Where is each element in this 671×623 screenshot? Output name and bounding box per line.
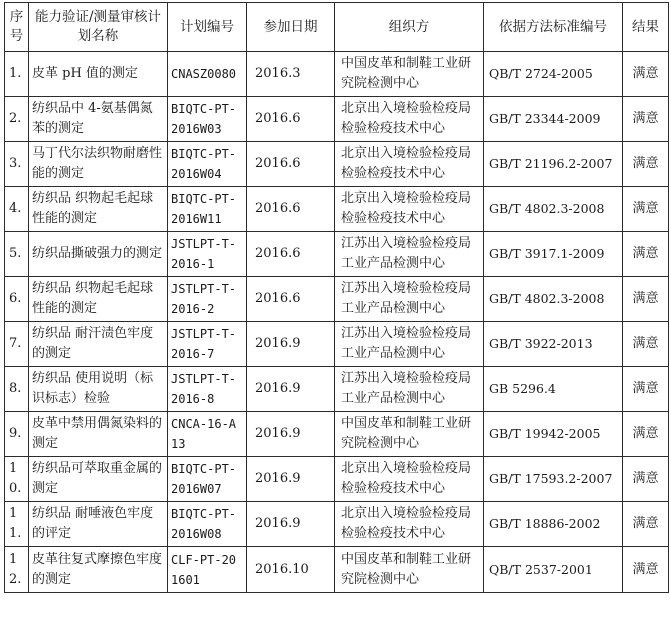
cell-result: 满意 [623,502,669,547]
cell-date: 2016.6 [247,142,335,187]
cell-date: 2016.6 [247,277,335,322]
cell-name: 纺织品 织物起毛起球性能的测定 [29,187,168,232]
table-row [5,277,669,322]
cell-result: 满意 [623,187,669,232]
table-row [5,52,669,97]
table-row [5,142,669,187]
table-row [5,232,669,277]
cell-name: 纺织品 耐唾液色牢度的评定 [29,502,168,547]
cell-date: 2016.9 [247,457,335,502]
cell-organizer: 北京出入境检验检疫局检验检疫技术中心 [335,502,484,547]
cell-result: 满意 [623,142,669,187]
cell-standard: GB/T 3922-2013 [484,322,623,367]
table-row [5,502,669,547]
cell-plan-number: BIQTC-PT-2016W08 [168,502,247,547]
header-seq: 序号 [5,3,29,52]
cell-seq: 9. [5,412,29,457]
cell-organizer: 中国皮革和制鞋工业研究院检测中心 [335,52,484,97]
cell-seq: 2. [5,97,29,142]
cell-plan-number: BIQTC-PT-2016W11 [168,187,247,232]
table-header-row [5,3,669,52]
cell-organizer: 中国皮革和制鞋工业研究院检测中心 [335,412,484,457]
cell-plan-number: CNCA-16-A13 [168,412,247,457]
proficiency-testing-table [4,2,669,593]
cell-result: 满意 [623,232,669,277]
cell-standard: GB 5296.4 [484,367,623,412]
cell-standard: QB/T 2724-2005 [484,52,623,97]
cell-plan-number: JSTLPT-T-2016-2 [168,277,247,322]
cell-seq: 10. [5,457,29,502]
header-name: 能力验证/测量审核计划名称 [29,3,168,52]
cell-standard: GB/T 21196.2-2007 [484,142,623,187]
cell-seq: 4. [5,187,29,232]
cell-name: 纺织品撕破强力的测定 [29,232,168,277]
cell-seq: 5. [5,232,29,277]
cell-result: 满意 [623,52,669,97]
cell-date: 2016.6 [247,232,335,277]
cell-date: 2016.9 [247,502,335,547]
cell-organizer: 江苏出入境检验检疫局工业产品检测中心 [335,322,484,367]
cell-organizer: 江苏出入境检验检疫局工业产品检测中心 [335,232,484,277]
cell-name: 纺织品 耐汗渍色牢度的测定 [29,322,168,367]
cell-name: 纺织品可萃取重金属的测定 [29,457,168,502]
cell-standard: GB/T 17593.2-2007 [484,457,623,502]
table-row [5,367,669,412]
table-row [5,412,669,457]
cell-name: 皮革中禁用偶氮染料的测定 [29,412,168,457]
cell-name: 皮革 pH 值的测定 [29,52,168,97]
cell-standard: GB/T 4802.3-2008 [484,277,623,322]
header-plan: 计划编号 [168,3,247,52]
cell-seq: 7. [5,322,29,367]
cell-result: 满意 [623,277,669,322]
cell-standard: GB/T 19942-2005 [484,412,623,457]
cell-plan-number: JSTLPT-T-2016-1 [168,232,247,277]
cell-organizer: 北京出入境检验检疫局检验检疫技术中心 [335,97,484,142]
cell-standard: GB/T 4802.3-2008 [484,187,623,232]
cell-plan-number: BIQTC-PT-2016W07 [168,457,247,502]
cell-date: 2016.10 [247,547,335,593]
cell-organizer: 中国皮革和制鞋工业研究院检测中心 [335,547,484,593]
cell-organizer: 北京出入境检验检疫局检验检疫技术中心 [335,187,484,232]
cell-result: 满意 [623,367,669,412]
table-row [5,322,669,367]
cell-result: 满意 [623,97,669,142]
cell-standard: QB/T 2537-2001 [484,547,623,593]
cell-name: 纺织品 织物起毛起球性能的测定 [29,277,168,322]
cell-seq: 8. [5,367,29,412]
cell-date: 2016.9 [247,367,335,412]
header-date: 参加日期 [247,3,335,52]
cell-date: 2016.9 [247,322,335,367]
cell-standard: GB/T 3917.1-2009 [484,232,623,277]
cell-result: 满意 [623,547,669,593]
cell-result: 满意 [623,457,669,502]
cell-organizer: 北京出入境检验检疫局检验检疫技术中心 [335,142,484,187]
cell-seq: 3. [5,142,29,187]
header-std: 依据方法标准编号 [484,3,623,52]
cell-name: 皮革往复式摩擦色牢度的测定 [29,547,168,593]
header-result: 结果 [623,3,669,52]
cell-date: 2016.6 [247,97,335,142]
table-body [5,52,669,593]
cell-plan-number: BIQTC-PT-2016W04 [168,142,247,187]
cell-seq: 1. [5,52,29,97]
cell-plan-number: JSTLPT-T-2016-8 [168,367,247,412]
cell-seq: 12. [5,547,29,593]
cell-name: 纺织品中 4-氨基偶氮苯的测定 [29,97,168,142]
cell-plan-number: BIQTC-PT-2016W03 [168,97,247,142]
cell-seq: 6. [5,277,29,322]
cell-result: 满意 [623,322,669,367]
cell-organizer: 北京出入境检验检疫局检验检疫技术中心 [335,457,484,502]
table-row [5,97,669,142]
cell-standard: GB/T 18886-2002 [484,502,623,547]
cell-plan-number: JSTLPT-T-2016-7 [168,322,247,367]
cell-name: 纺织品 使用说明（标识标志）检验 [29,367,168,412]
table-row [5,547,669,593]
cell-plan-number: CLF-PT-201601 [168,547,247,593]
cell-date: 2016.3 [247,52,335,97]
cell-date: 2016.6 [247,187,335,232]
cell-organizer: 江苏出入境检验检疫局工业产品检测中心 [335,277,484,322]
cell-name: 马丁代尔法织物耐磨性能的测定 [29,142,168,187]
header-org: 组织方 [335,3,484,52]
cell-organizer: 江苏出入境检验检疫局工业产品检测中心 [335,367,484,412]
table-row [5,457,669,502]
cell-seq: 11. [5,502,29,547]
cell-plan-number: CNASZ0080 [168,52,247,97]
cell-result: 满意 [623,412,669,457]
cell-standard: GB/T 23344-2009 [484,97,623,142]
proficiency-testing-table-container [4,2,669,593]
table-row [5,187,669,232]
cell-date: 2016.9 [247,412,335,457]
